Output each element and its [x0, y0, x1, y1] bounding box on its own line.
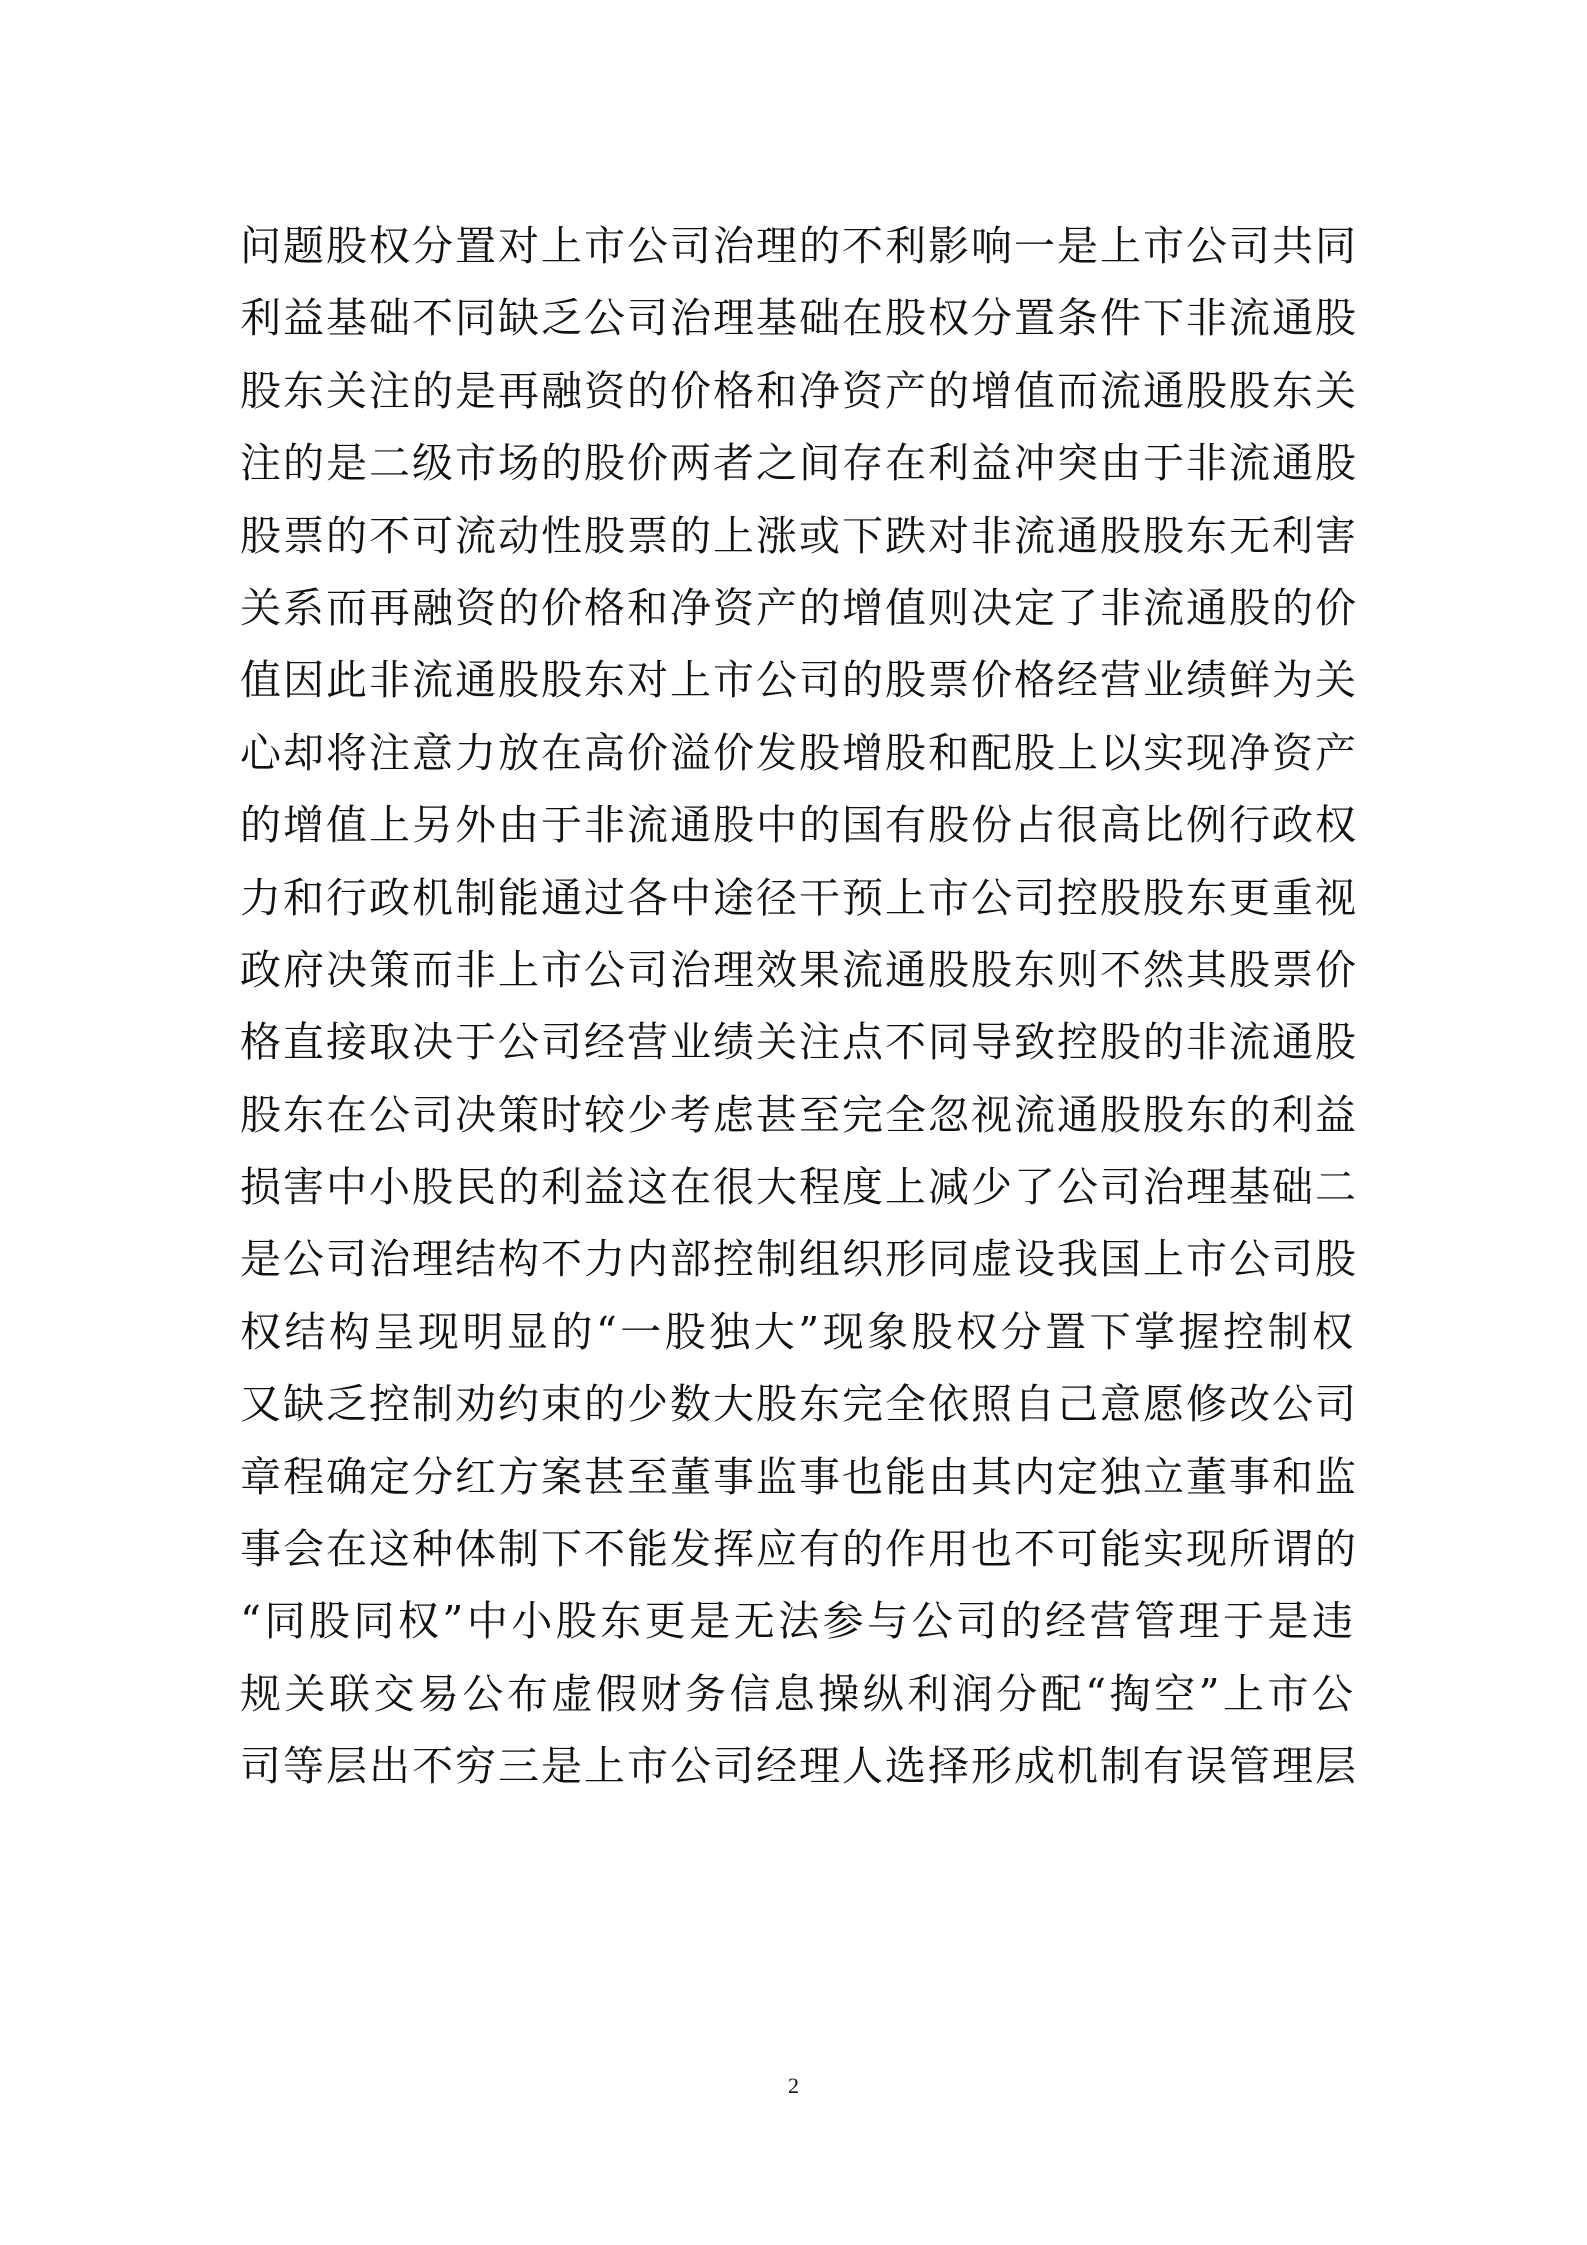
page-number: 2 — [788, 2073, 799, 2098]
text-line: 力和行政机制能通过各中途径干预上市公司控股股东更重视 — [240, 873, 1358, 922]
text-line: 的增值上另外由于非流通股中的国有股份占很高比例行政权 — [240, 801, 1358, 850]
text-line: “同股同权”中小股东更是无法参与公司的经营管理于是违 — [240, 1597, 1355, 1646]
text-line: 规关联交易公布虚假财务信息操纵利润分配“掏空”上市公 — [240, 1669, 1355, 1718]
text-line: 司等层出不穷三是上市公司经理人选择形成机制有误管理层 — [240, 1742, 1358, 1791]
text-line: 又缺乏控制劝约束的少数大股东完全依照自己意愿修改公司 — [240, 1380, 1358, 1429]
text-line: 股东关注的是再融资的价格和净资产的增值而流通股股东关 — [240, 366, 1358, 415]
text-line: 问题股权分置对上市公司治理的不利影响一是上市公司共同 — [240, 222, 1358, 270]
text-line: 权结构呈现明显的“一股独大”现象股权分置下掌握控制权 — [240, 1307, 1355, 1356]
text-line: 值因此非流通股股东对上市公司的股票价格经营业绩鲜为关 — [240, 656, 1358, 705]
body-text — [240, 210, 1358, 1803]
text-line: 格直接取决于公司经营业绩关注点不同导致控股的非流通股 — [240, 1018, 1358, 1067]
text-line: 事会在这种体制下不能发挥应有的作用也不可能实现所谓的 — [240, 1525, 1358, 1574]
text-line: 股东在公司决策时较少考虑甚至完全忽视流通股股东的利益 — [240, 1090, 1358, 1139]
text-line: 注的是二级市场的股价两者之间存在利益冲突由于非流通股 — [240, 439, 1358, 488]
text-line: 政府决策而非上市公司治理效果流通股股东则不然其股票价 — [240, 945, 1358, 994]
text-line: 是公司治理结构不力内部控制组织形同虚设我国上市公司股 — [240, 1235, 1358, 1284]
text-line: 心却将注意力放在高价溢价发股增股和配股上以实现净资产 — [240, 728, 1358, 777]
text-line: 股票的不可流动性股票的上涨或下跌对非流通股股东无利害 — [240, 511, 1358, 560]
text-line: 损害中小股民的利益这在很大程度上减少了公司治理基础二 — [240, 1163, 1358, 1212]
text-line: 章程确定分红方案甚至董事监事也能由其内定独立董事和监 — [240, 1452, 1358, 1501]
text-line: 关系而再融资的价格和净资产的增值则决定了非流通股的价 — [240, 583, 1358, 632]
text-line: 利益基础不同缺乏公司治理基础在股权分置条件下非流通股 — [240, 294, 1358, 343]
